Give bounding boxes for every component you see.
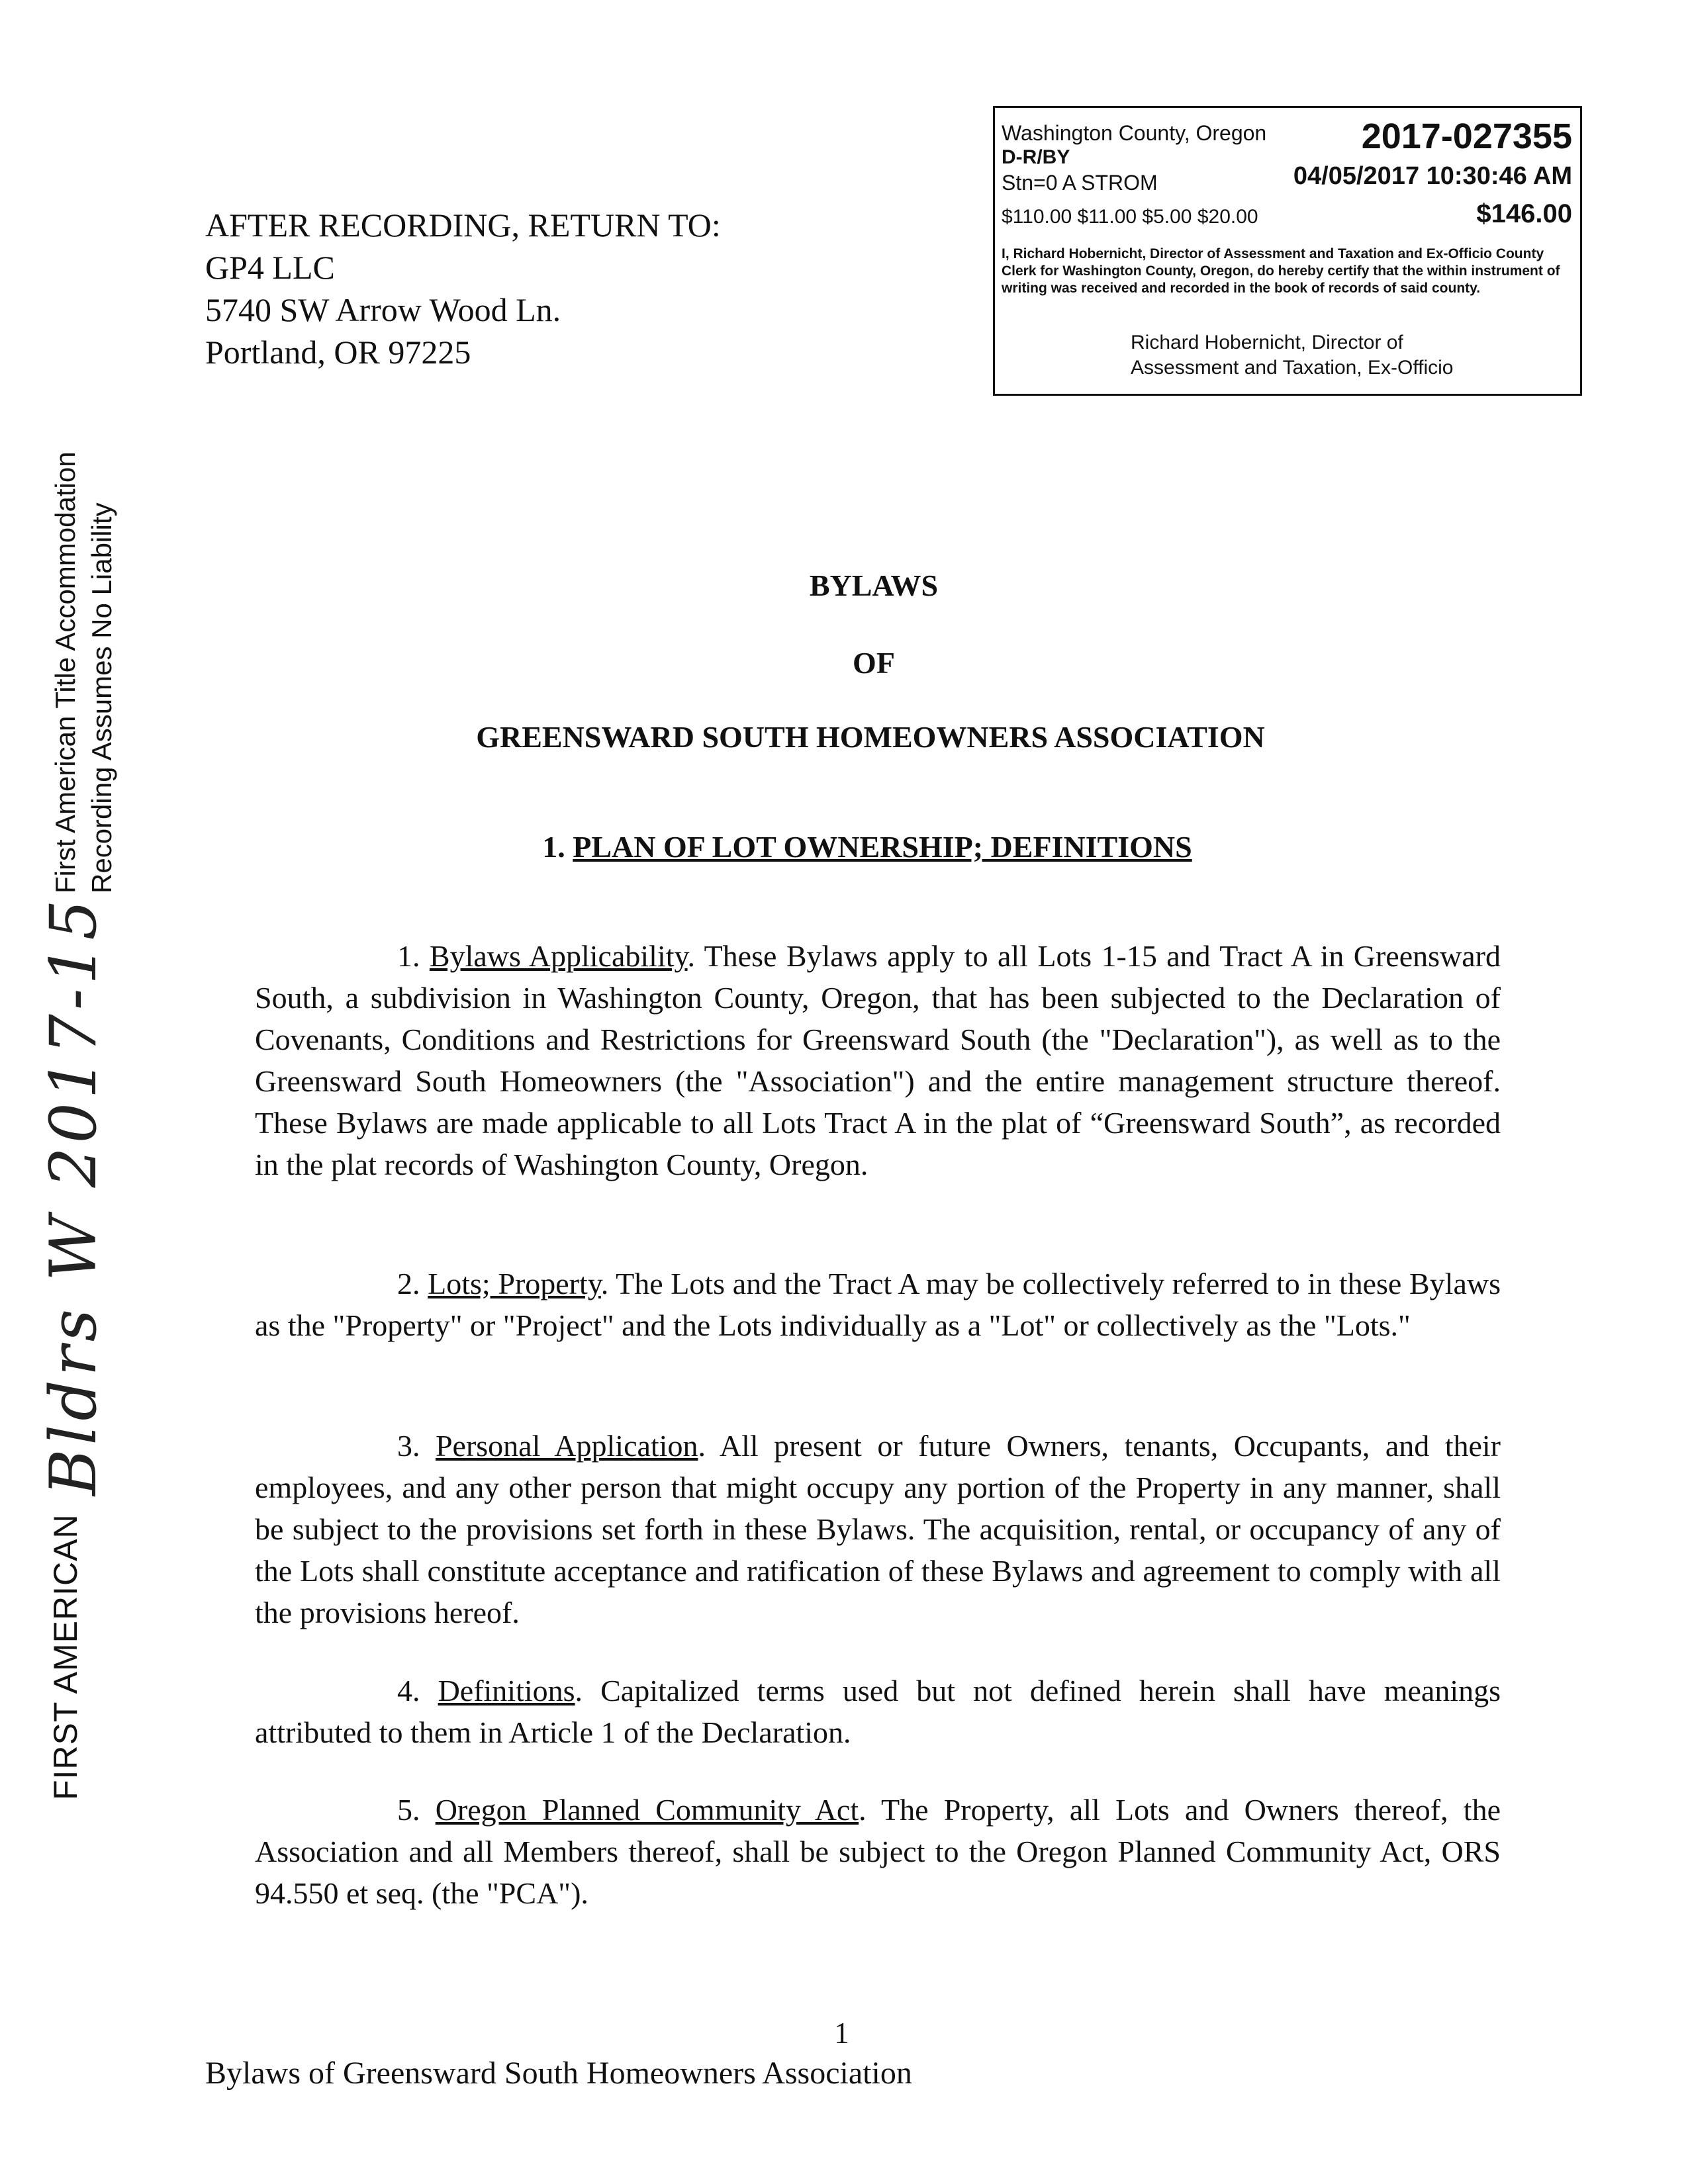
page-number: 1: [834, 2016, 849, 2050]
section-number: 4.: [397, 1674, 420, 1707]
stamp-signature-line1: Richard Hobernicht, Director of: [1131, 332, 1403, 353]
article-heading: [477, 829, 1258, 864]
document-title-of: OF: [853, 646, 895, 680]
section-title: Bylaws Applicability: [429, 939, 688, 973]
stamp-doc-type: D-R/BY: [1002, 146, 1070, 168]
return-address-block: [205, 204, 721, 373]
section-number: 2.: [397, 1267, 420, 1300]
recording-stamp: [993, 106, 1582, 396]
stamp-datetime: 04/05/2017 10:30:46 AM: [1293, 162, 1572, 190]
section-number: 5.: [397, 1793, 420, 1827]
section-paragraph: [255, 935, 1501, 1185]
section-title: Personal Application: [435, 1429, 698, 1463]
section-paragraph: [255, 1263, 1501, 1346]
section-paragraph: [255, 1425, 1501, 1633]
article-title: PLAN OF LOT OWNERSHIP; DEFINITIONS: [573, 830, 1192, 864]
stamp-fees: $110.00 $11.00 $5.00 $20.00: [1002, 206, 1258, 228]
stamp-certification: I, Richard Hobernicht, Director of Assessment and Taxation and Ex-Officio County Clerk for Washington County, Oregon, do hereby certify that the within instrument of writing was received and recorded in the book of records of said county.: [1002, 246, 1560, 296]
stamp-county: Washington County, Oregon: [1002, 121, 1267, 145]
page-footer: Bylaws of Greensward South Homeowners Association: [205, 2056, 912, 2091]
section-text: . These Bylaws apply to all Lots 1-15 and Tract A in Greensward South, a subdivision in Washington County, Oregon, that has been subjected to the Declaration of Covenants, Conditions and Restrictions for Greensward South (the "Declaration"), as well as to the Greensward South Homeowners (the "Association") and the entire management structure thereof. These Bylaws are made applicable to all Lots Tract A in the plat of “Greensward South”, as recorded in the plat records of Washington County, Oregon.: [255, 939, 1501, 1181]
section-paragraph: [255, 1670, 1501, 1753]
margin-title-line1: First American Title Accommodation: [50, 451, 81, 893]
section-number: 3.: [397, 1429, 420, 1463]
section-text: . Capitalized terms used but not defined herein shall have meanings attributed to them in Article 1 of the Declaration.: [255, 1674, 1501, 1749]
stamp-signature-line2: Assessment and Taxation, Ex-Officio: [1131, 357, 1454, 379]
return-to-city: Portland, OR 97225: [205, 334, 471, 371]
section-title: Definitions: [438, 1674, 575, 1707]
association-name: GREENSWARD SOUTH HOMEOWNERS ASSOCIATION: [476, 720, 1265, 754]
article-number: 1.: [542, 830, 565, 864]
section-title: Lots; Property: [428, 1267, 601, 1300]
section-paragraph: [255, 1789, 1501, 1914]
section-title: Oregon Planned Community Act: [435, 1793, 859, 1827]
document-title: BYLAWS: [809, 569, 939, 602]
return-to-street: 5740 SW Arrow Wood Ln.: [205, 291, 561, 328]
section-number: 1.: [397, 939, 420, 973]
return-to-label: AFTER RECORDING, RETURN TO:: [205, 206, 721, 244]
stamp-total: $146.00: [1476, 199, 1572, 228]
section-text: . The Property, all Lots and Owners thereof, the Association and all Members thereof, shall be subject to the Oregon Planned Community Act, ORS 94.550 et seq. (the "PCA").: [255, 1793, 1501, 1910]
stamp-record-number: 2017-027355: [1361, 116, 1572, 156]
section-text: . All present or future Owners, tenants, Occupants, and their employees, and any other person that might occupy any portion of the Property in any manner, shall be subject to the provisions set forth in these Bylaws. The acquisition, rental, or occupancy of any of the Lots shall constitute acceptance and ratification of these Bylaws and agreement to comply with all the provisions hereof.: [255, 1429, 1501, 1629]
margin-title-line2: Recording Assumes No Liability: [86, 502, 117, 893]
handwritten-reference: Bldrs W 2017-15: [36, 895, 111, 1496]
section-text: . The Lots and the Tract A may be collectively referred to in these Bylaws as the "Property" or "Project" and the Lots individually as a "Lot" or collectively as the "Lots.": [255, 1267, 1501, 1342]
stamp-station: Stn=0 A STROM: [1002, 171, 1158, 195]
stamp-signature: [1131, 330, 1453, 381]
return-to-name: GP4 LLC: [205, 249, 335, 286]
margin-company: FIRST AMERICAN: [47, 1514, 84, 1800]
